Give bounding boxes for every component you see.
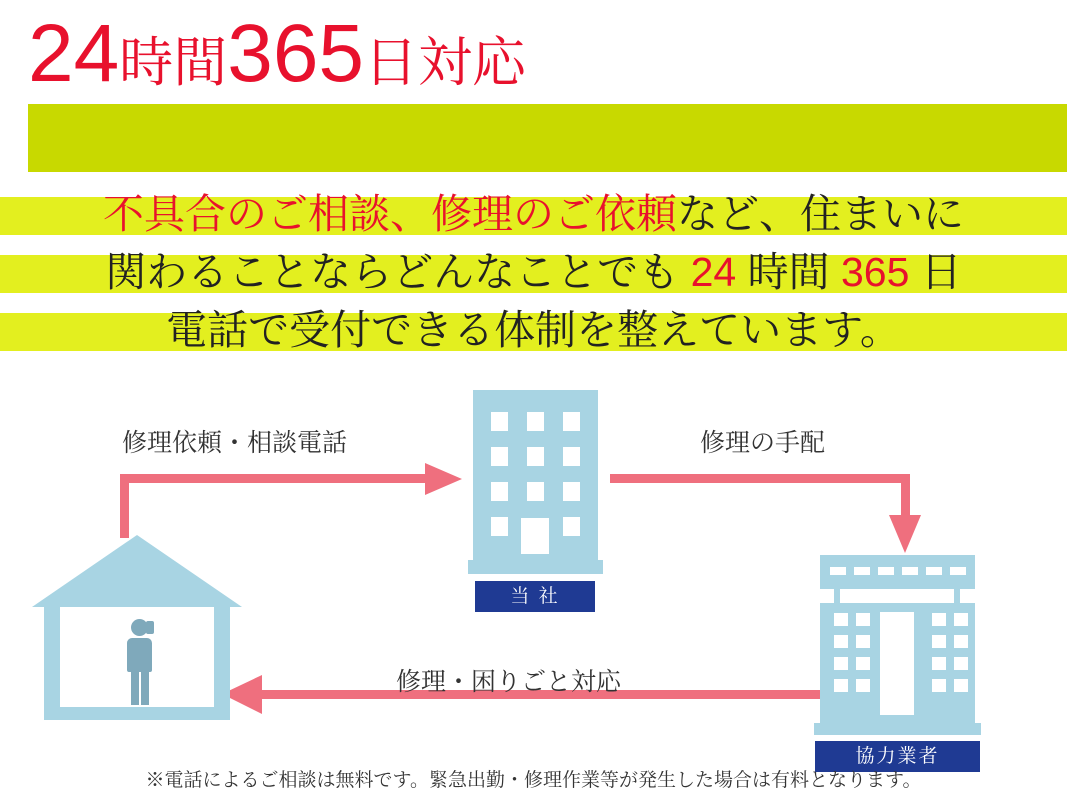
lead-line-2-365: 365: [840, 249, 910, 295]
company-building-icon: [473, 390, 598, 580]
partner-label: 協力業者: [815, 741, 980, 772]
lead-line-2-hours: 時間: [736, 249, 841, 295]
lead-line-1-emphasis: 不具合のご相談、修理のご依頼: [103, 191, 677, 237]
title-part-24: 24: [28, 8, 120, 99]
title-area: [0, 0, 1067, 100]
customer-house-icon: [32, 535, 242, 720]
arrow-label-repair-dispatch: 修理の手配: [700, 429, 826, 457]
footnote-text: ※電話によるご相談は無料です。緊急出勤・修理作業等が発生した場合は有料となります。: [145, 770, 922, 791]
lead-line-2-a: 関わることならどんなことでも: [105, 249, 691, 295]
lead-line-1-rest: など、住まいに: [677, 191, 964, 237]
arrow-label-repair-response: 修理・困りごと対応: [396, 668, 622, 696]
service-flow-diagram: [0, 375, 1067, 765]
lead-line-3-text: 電話で受付できる体制を整えています。: [166, 307, 901, 353]
lead-line-1: [0, 185, 1067, 243]
title-part-days: 日: [364, 33, 419, 93]
title-part-support: 対応: [418, 33, 527, 93]
lead-line-2-24: 24: [690, 249, 737, 295]
lead-paragraph: [0, 185, 1067, 375]
lead-line-2-days: 日: [909, 249, 962, 295]
company-label: 当 社: [475, 581, 595, 612]
arrow-label-repair-request: 修理依頼・相談電話: [122, 429, 348, 457]
person-with-phone-icon: [118, 619, 160, 709]
green-divider-band: [28, 104, 1067, 172]
title-part-365: 365: [227, 8, 365, 99]
lead-line-3: [0, 301, 1067, 359]
partner-company-building-icon: [812, 555, 982, 740]
lead-line-2: [0, 243, 1067, 301]
page-title: [28, 8, 527, 105]
title-part-hours: 時間: [119, 33, 228, 93]
